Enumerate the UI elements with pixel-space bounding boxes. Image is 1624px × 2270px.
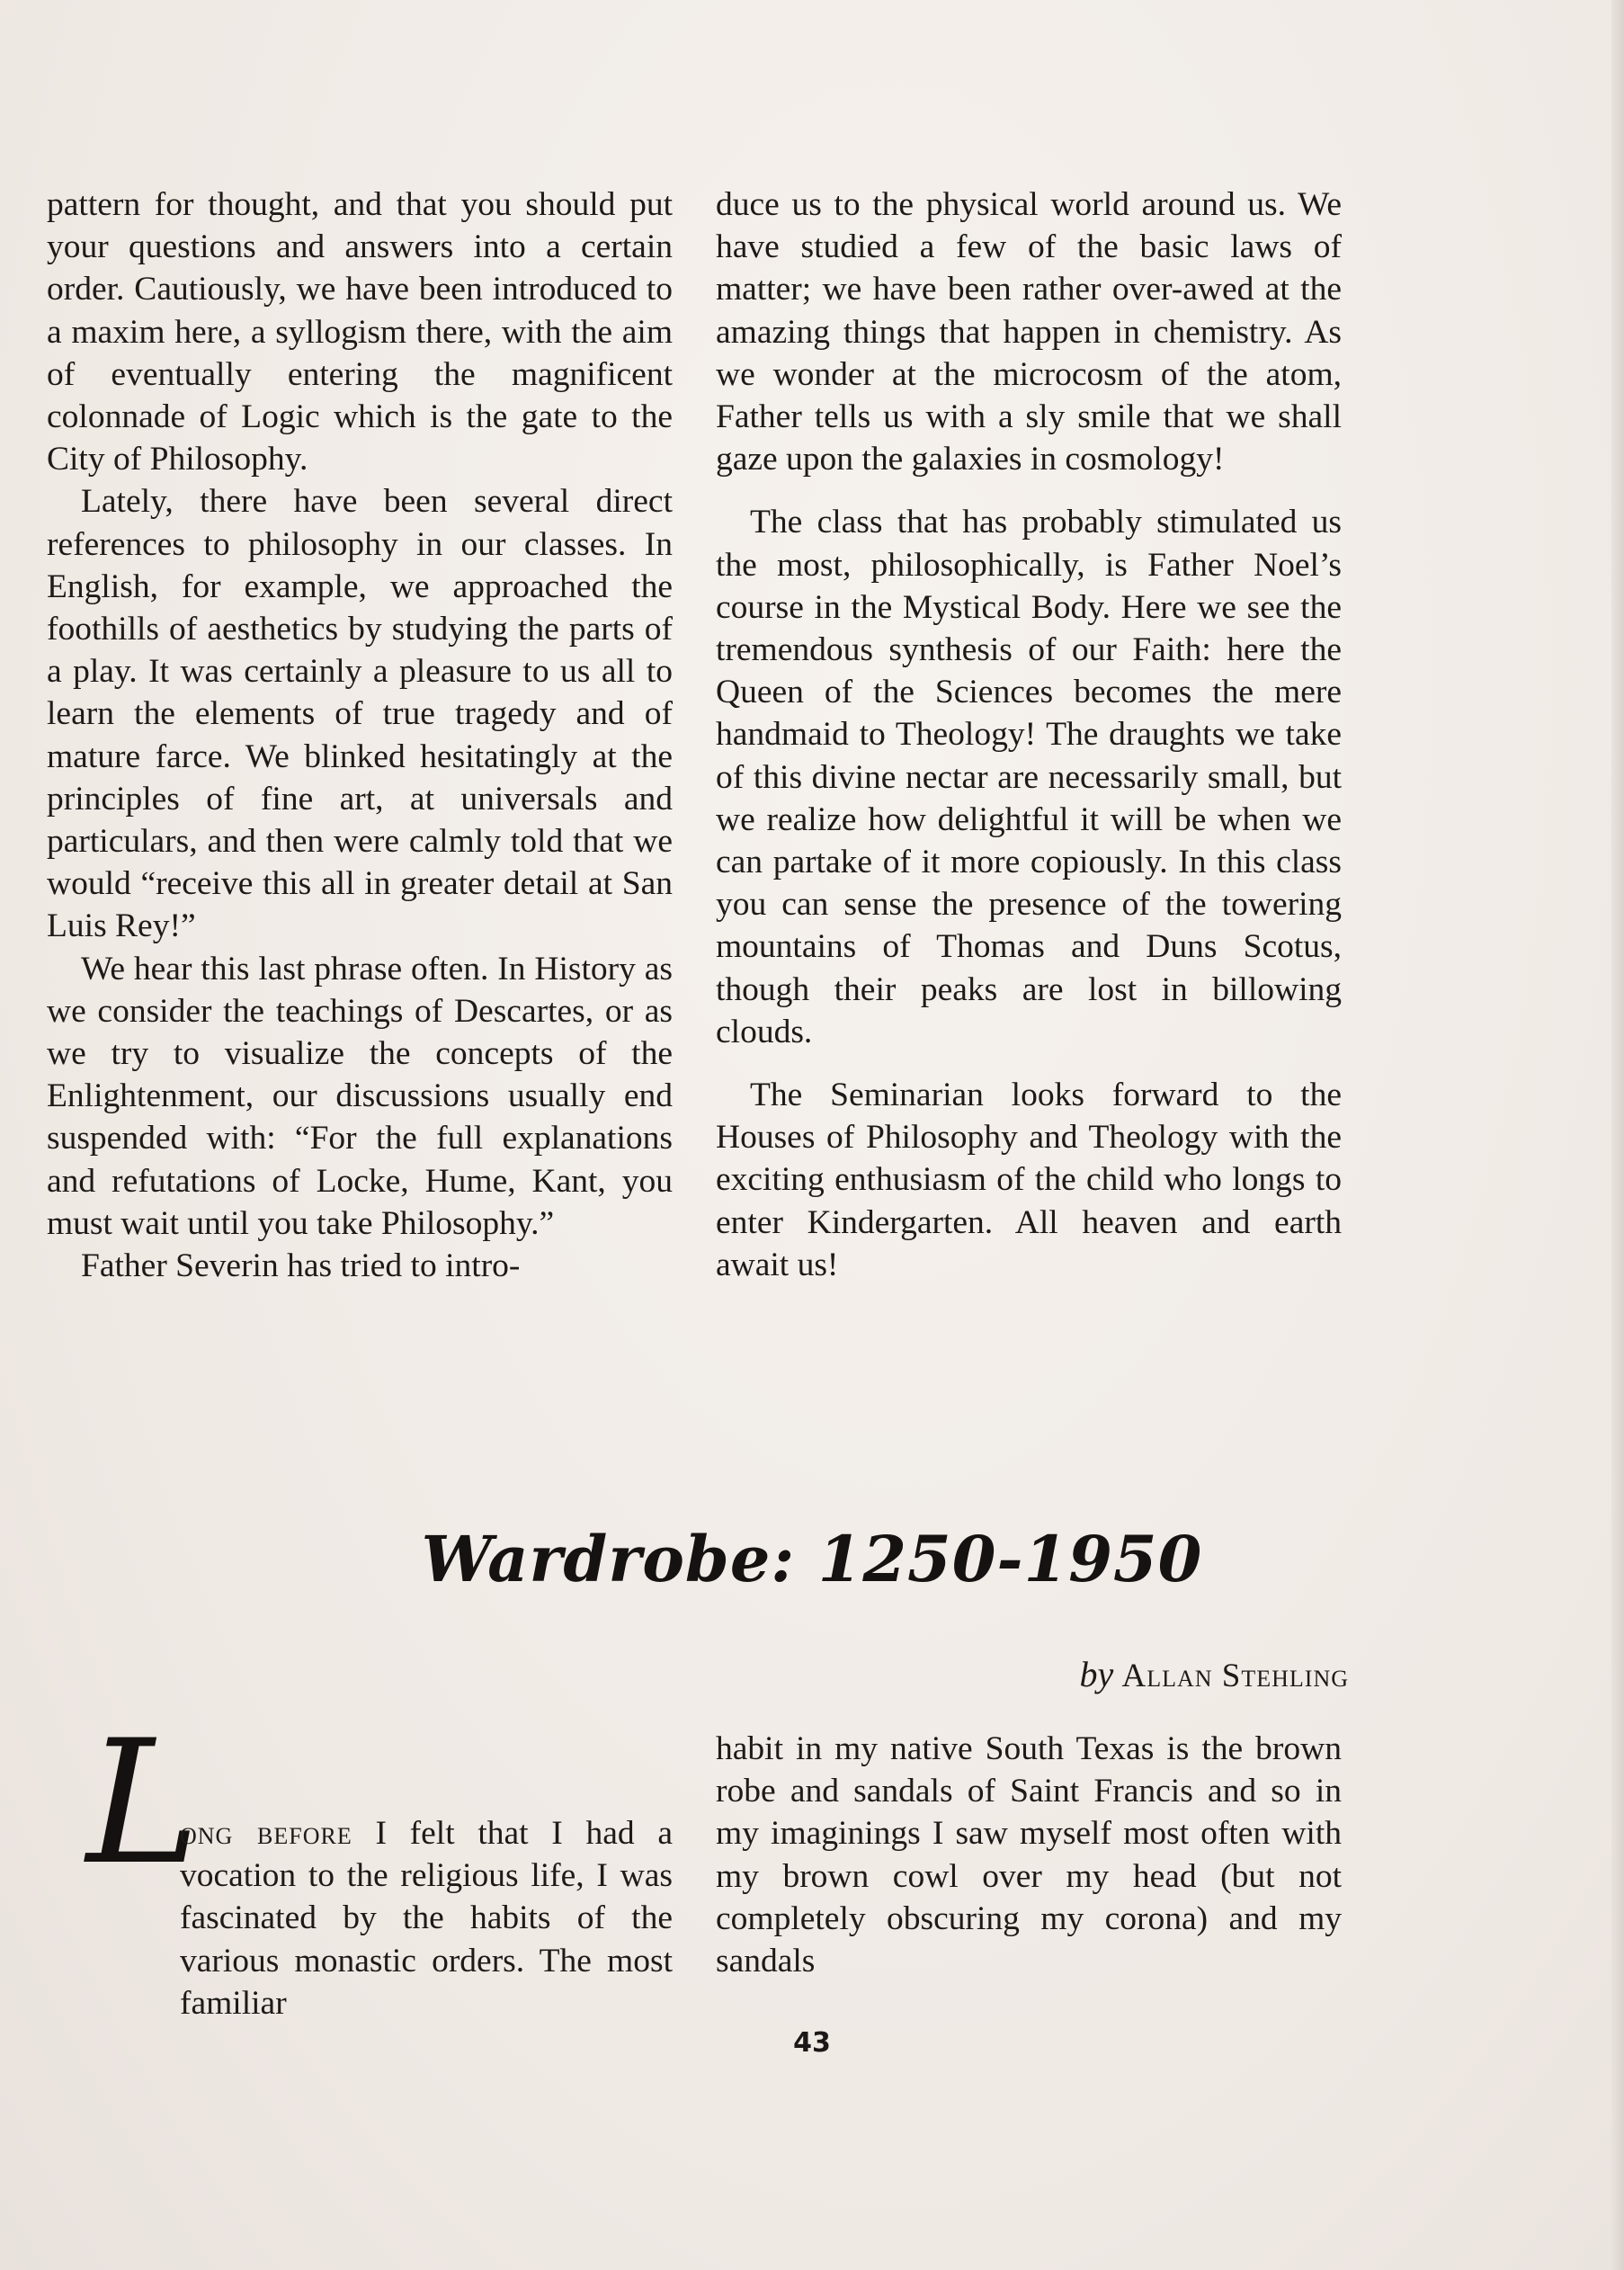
byline-prefix: by (1079, 1654, 1114, 1694)
article-title: Wardrobe: 1250-1950 (421, 1522, 1203, 1596)
page-number: 43 (793, 2027, 831, 2059)
byline (1079, 1653, 1349, 1695)
left-column-article (47, 1812, 673, 2024)
paragraph: duce us to the physical world around us. We have studied a few of the basic laws of matter; we have been rather over-awed at the amazing things that happen in chemistry. As we wonder at the microcosm of the atom, Father tells us with a sly smile that we shall gaze upon the galaxies in cosmology! (716, 186, 1342, 478)
paragraph (47, 1812, 673, 2024)
page-edge (1611, 0, 1624, 2270)
paragraph-text: I felt that I had a vocation to the religious life, I was fascinated by the habits of the various monastic orders. The most familiar (180, 1815, 674, 2022)
paragraph: The class that has probably stimulated us the most, philosophically, is Father Noel’s course in the Mystical Body. Here we see the tremendous synthesis of our Faith: here the Queen of the Sciences becomes the mere handmaid to Theology! The draughts we take of this divine nectar are necessarily small, but we realize how delightful it will be when we can partake of it more copiously. In this class you can sense the presence of the towering mountains of Thomas and Duns Scotus, though their peaks are lost in billowing clouds. (716, 504, 1342, 1050)
right-column-article (716, 1728, 1342, 1982)
paragraph: habit in my native South Texas is the brown robe and sandals of Saint Francis and so in my imaginings I saw myself most often with my brown cowl over my head (but not completely obscuring my corona) and my sandals (716, 1730, 1342, 1980)
author-name: Allan Stehling (1121, 1658, 1349, 1694)
drop-cap: L (86, 1703, 201, 1902)
paragraph: Father Severin has tried to intro- (81, 1247, 521, 1285)
paragraph: The Seminarian looks forward to the Houses of Philosophy and Theology with the exciting enthusiasm of the child who longs to enter Kindergarten. All heaven and earth await us! (716, 1077, 1342, 1283)
paragraph: We hear this last phrase often. In History as we consider the teachings of Descartes, or as we try to visualize the concepts of the Enlightenment, our discussions usually end suspended with: “For the full explanations and refutations of Locke, Hume, Kant, you must wait until you take Philosophy.” (47, 950, 673, 1242)
paragraph: pattern for thought, and that you should put your questions and answers into a certain order. Cautiously, we have been introduced to a maxim here, a syllogism there, with the aim of eventually entering the magnificent colonnade of Logic which is the gate to the City of Philosophy. (47, 186, 673, 478)
lead-in: ong before (180, 1815, 352, 1852)
right-column-continued (716, 183, 1342, 1286)
left-column-continued (47, 183, 673, 1287)
paragraph: Lately, there have been several direct references to philosophy in our classes. In English, for example, we approached the foothills of aesthetics by studying the parts of a play. It was certainly a pleasure to us all to learn the elements of true tragedy and of mature farce. We blinked hesitatingly at the principles of fine art, at universals and particulars, and then were calmly told that we would “receive this all in greater detail at San Luis Rey!” (47, 483, 673, 945)
